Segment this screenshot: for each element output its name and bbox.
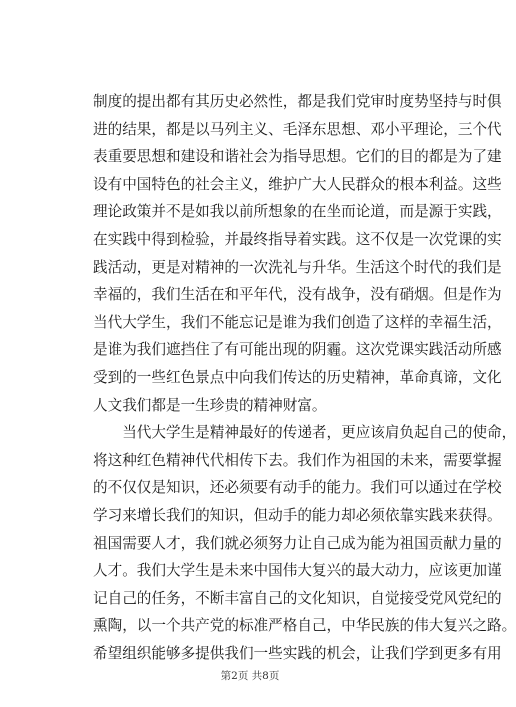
text-line: 当代大学生，我们不能忘记是谁为我们创造了这样的幸福生活， <box>93 313 502 331</box>
text-line: 熏陶，以一个共产党的标准严格自己，中华民族的伟大复兴之路。 <box>93 617 516 635</box>
text-line: 的不仅仅是知识，还必须要有动手的能力。我们可以通过在学校 <box>93 479 502 497</box>
text-line: 践活动，更是对精神的一次洗礼与升华。生活这个时代的我们是 <box>93 258 502 276</box>
text-line: 表重要思想和建设和谐社会为指导思想。它们的目的都是为了建 <box>93 148 502 166</box>
text-line: 是谁为我们遮挡住了有可能出现的阴霾。这次党课实践活动所感 <box>93 341 502 359</box>
paragraph-start-line: 当代大学生是精神最好的传递者，更应该肩负起自己的使命， <box>93 424 516 442</box>
text-line: 希望组织能够多提供我们一些实践的机会，让我们学到更多有用 <box>93 644 502 662</box>
text-line: 祖国需要人才，我们就必须努力让自己成为能为祖国贡献力量的 <box>93 534 502 552</box>
text-line: 设有中国特色的社会主义，维护广大人民群众的根本利益。这些 <box>93 175 502 193</box>
text-line: 幸福的，我们生活在和平年代，没有战争，没有硝烟。但是作为 <box>93 286 502 304</box>
paragraph-end-line: 人文我们都是一生珍贵的精神财富。 <box>93 396 327 414</box>
text-line: 理论政策并不是如我以前所想象的在坐而论道，而是源于实践， <box>93 203 502 221</box>
text-line: 学习来增长我们的知识，但动手的能力却必须依靠实践来获得。 <box>93 506 502 524</box>
text-line: 进的结果，都是以马列主义、毛泽东思想、邓小平理论，三个代 <box>93 120 502 138</box>
text-line: 受到的一些红色景点中向我们传达的历史精神，革命真谛，文化 <box>93 368 502 386</box>
document-body <box>93 88 516 667</box>
text-line: 制度的提出都有其历史必然性，都是我们党审时度势坚持与时俱 <box>93 93 502 110</box>
text-line: 记自己的任务，不断丰富自己的文化知识，自觉接受党风党纪的 <box>93 589 502 607</box>
text-line: 将这种红色精神代代相传下去。我们作为祖国的未来，需要掌握 <box>93 451 502 469</box>
text-line: 人才。我们大学生是未来中国伟大复兴的最大动力，应该更加谨 <box>93 562 502 580</box>
text-line: 在实践中得到检验，并最终指导着实践。这不仅是一次党课的实 <box>93 230 502 248</box>
page-number-footer: 第2页 共8页 <box>220 670 280 682</box>
